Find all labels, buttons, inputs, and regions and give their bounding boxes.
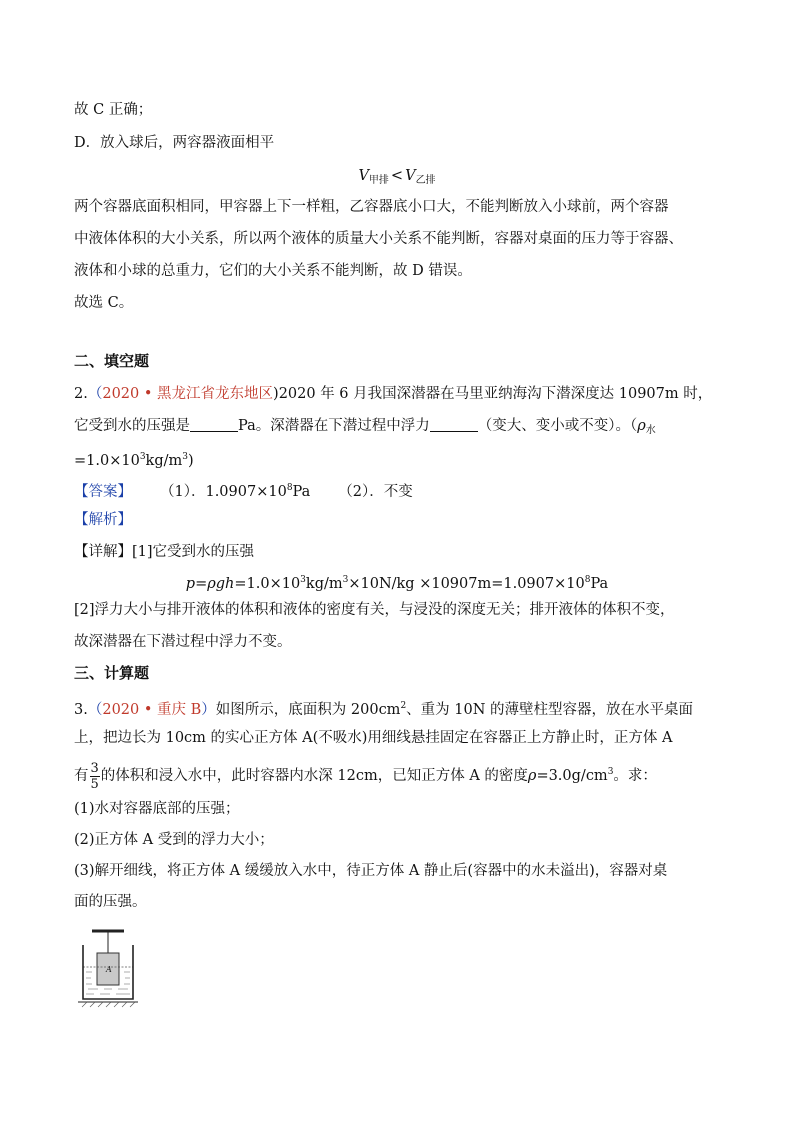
formula-left-sub: 甲排 [368, 175, 389, 186]
section-heading-fill-in: 二、填空题 [74, 352, 150, 370]
question-text: （变大、变小或不变）。（ [477, 418, 638, 434]
cube-label: A [106, 965, 112, 974]
density-unit: kg/m [145, 453, 183, 469]
exponent: 3 [342, 575, 349, 585]
question-text: 的体积和浸入水中，此时容器内水深 12cm，已知正方体 A 的密度 [100, 768, 528, 784]
part-d-explanation-line-1: 两个容器底面积相同，甲容器上下一样粗，乙容器底小口大，不能判断放入小球前，两个容器 [74, 199, 669, 215]
question-text: 、重为 10N 的薄壁柱型容器，放在水平桌面 [406, 702, 694, 718]
container-diagram [78, 925, 138, 1013]
exponent: 3 [300, 575, 306, 585]
question-3-line-1 [74, 696, 693, 720]
fraction-three-fifths [90, 761, 100, 792]
equation-part: ×10N/kg ×10907m=1.0907×10 [348, 576, 585, 592]
formula-right-sub: 乙排 [415, 175, 436, 186]
formula-left: V [358, 168, 369, 184]
close-paren: ) [187, 453, 194, 469]
source-open: （ [87, 386, 103, 402]
equation-part: kg/m [305, 576, 343, 592]
table-hatching [82, 1002, 135, 1007]
source-open: （ [87, 702, 103, 718]
part-c-conclusion: 故 C 正确； [74, 102, 153, 118]
question-2-line-3 [74, 447, 194, 471]
source-close: ） [201, 702, 216, 718]
formula-operator: < [390, 168, 404, 184]
fraction-denominator: 5 [90, 776, 99, 792]
answer-2: （2）．不变 [338, 484, 413, 500]
exponent: 8 [286, 483, 293, 493]
question-3-line-2: 上，把边长为 10cm 的实心正方体 A(不吸水)用细线悬挂固定在容器正上方静止时，正方体 A [74, 730, 673, 746]
question-text: Pa。深潜器在下潜过程中浮力 [238, 418, 430, 434]
exponent: 2 [400, 701, 407, 711]
sub-question-3-line-1: (3)解开细线，将正方体 A 缓缓放入水中，待正方体 A 静止后(容器中的水未溢出)，容器对桌 [74, 863, 668, 879]
question-2-line-1 [74, 384, 712, 404]
question-text: 2020 年 6 月我国深潜器在马里亚纳海沟下潜深度达 10907m 时， [278, 386, 713, 402]
detail-line-3: 故深潜器在下潜过程中浮力不变。 [74, 634, 292, 650]
question-text: 。求： [613, 768, 657, 784]
sub-question-3-line-2: 面的压强。 [74, 894, 147, 910]
equation-symbolic: p=ρgh [185, 576, 235, 592]
question-text: =3.0g/cm [536, 768, 608, 784]
source-close: ) [273, 386, 279, 402]
question-text: 它受到水的压强是 [74, 418, 190, 434]
question-3-line-3 [74, 755, 657, 793]
question-source: 2020 • 黑龙江省龙东地区 [102, 386, 274, 402]
question-text: 如图所示，底面积为 200cm [215, 702, 401, 718]
exponent: 8 [584, 575, 591, 585]
exponent: 3 [139, 452, 146, 462]
detail-text: [1]它受到水的压强 [132, 544, 255, 560]
density-value: =1.0×10 [74, 453, 140, 469]
container-diagram-svg [78, 925, 138, 1013]
question-source: 2020 • 重庆 B [102, 702, 202, 718]
exponent: 3 [182, 452, 188, 462]
detail-tag: 【详解】 [74, 544, 132, 560]
answer-line [74, 478, 413, 502]
question-number: 2. [74, 386, 88, 402]
fraction-numerator: 3 [90, 760, 99, 776]
analysis-tag: 【解析】 [74, 512, 132, 528]
rho-symbol: ρ [527, 768, 537, 784]
question-number: 3. [74, 702, 88, 718]
part-d-explanation-line-2: 中液体体积的大小关系，所以两个液体的质量大小关系不能判断，容器对桌面的压力等于容器、 [74, 231, 683, 247]
rho-symbol: ρ [637, 418, 646, 434]
answer-1: （1）．1.0907×10 [160, 484, 287, 500]
answer-1-unit: Pa [292, 484, 311, 500]
volume-formula [0, 166, 794, 191]
part-d-intro: D．放入球后，两容器液面相平 [74, 135, 275, 151]
answer-tag: 【答案】 [74, 484, 132, 500]
detail-line-1 [74, 542, 254, 562]
formula-right: V [405, 168, 416, 184]
section-heading-calculation: 三、计算题 [74, 664, 150, 682]
pressure-equation [0, 570, 794, 594]
equation-part: =1.0×10 [234, 576, 301, 592]
equation-unit: Pa [590, 576, 609, 592]
answer-blank-2[interactable] [430, 417, 478, 432]
rho-subscript: 水 [645, 425, 656, 436]
answer-blank-1[interactable] [190, 417, 238, 432]
sub-question-1: (1)水对容器底部的压强； [74, 801, 240, 817]
detail-line-2: [2]浮力大小与排开液体的体积和液体的密度有关，与浸没的深度无关；排开液体的体积不变， [74, 602, 675, 618]
choice-statement: 故选 C。 [74, 295, 134, 311]
part-d-explanation-line-3: 液体和小球的总重力，它们的大小关系不能判断，故 D 错误。 [74, 263, 472, 279]
exponent: 3 [607, 767, 614, 777]
question-2-line-2 [74, 416, 656, 441]
sub-question-2: (2)正方体 A 受到的浮力大小； [74, 832, 274, 848]
question-text: 有 [74, 768, 89, 784]
